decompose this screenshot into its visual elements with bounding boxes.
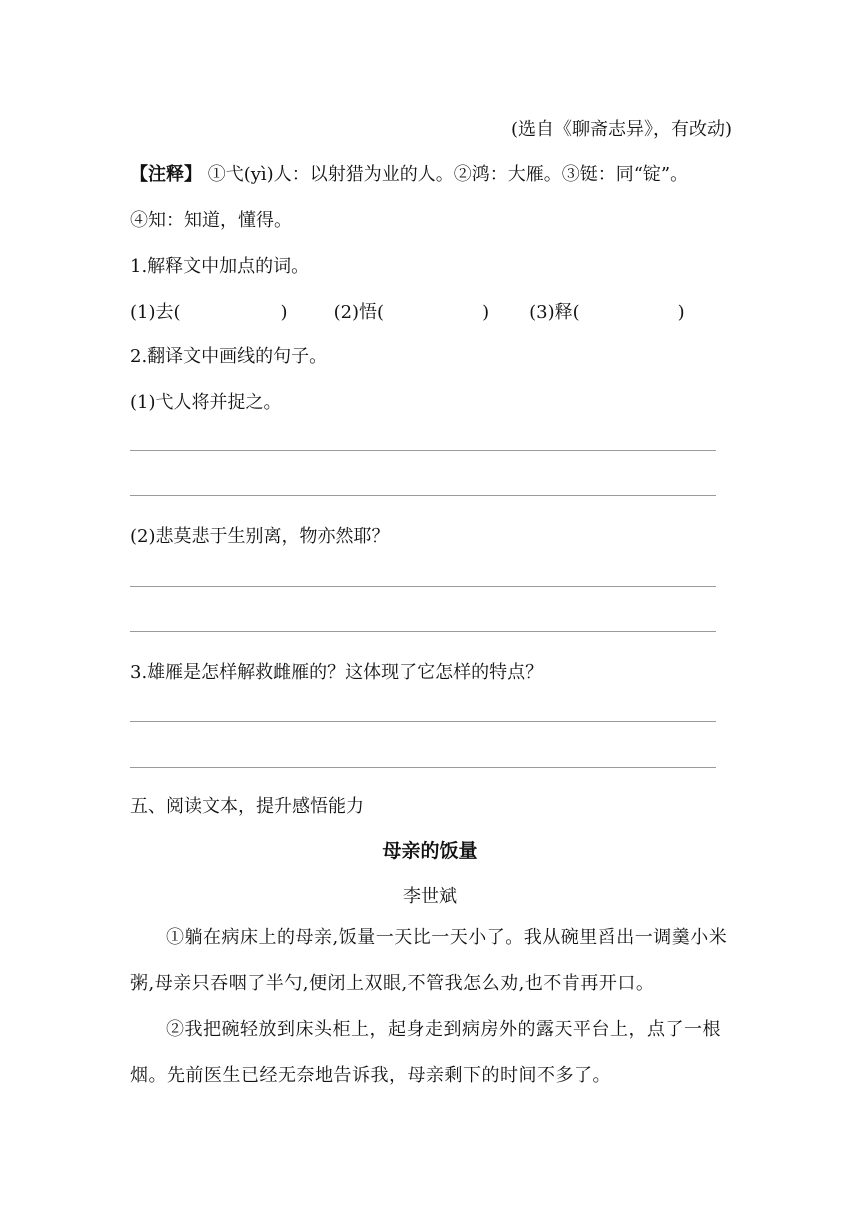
notes-text-1: ①弋(yì)人：以射猎为业的人。②鸿：大雁。③铤：同“锭”。 bbox=[207, 164, 689, 185]
notes-line-1 bbox=[130, 160, 688, 186]
section-heading: 五、阅读文本，提升感悟能力 bbox=[130, 796, 364, 817]
article-paragraph-2: ②我把碗轻放到床头柜上，起身走到病房外的露天平台上，点了一根烟。先前医生已经无奈地告诉我，母亲剩下的时间不多了。 bbox=[130, 1019, 721, 1086]
item-2-close: ) bbox=[482, 302, 490, 323]
item-2-open: (2)悟( bbox=[333, 302, 385, 323]
answer-line bbox=[130, 495, 716, 496]
answer-line bbox=[130, 450, 716, 451]
answer-line bbox=[130, 631, 716, 632]
item-1-open: (1)去( bbox=[130, 302, 181, 323]
item-3-open: (3)释( bbox=[529, 302, 580, 323]
article-title: 母亲的饭量 bbox=[382, 840, 478, 862]
question-2-title: 2.翻译文中画线的句子。 bbox=[130, 346, 328, 367]
question-1-title: 1.解释文中加点的词。 bbox=[130, 256, 310, 277]
notes-label: 【注释】 bbox=[130, 164, 202, 185]
source-citation: (选自《聊斋志异》，有改动) bbox=[510, 119, 732, 140]
answer-line bbox=[130, 767, 716, 768]
item-3-close: ) bbox=[677, 302, 685, 323]
article-paragraph-1: ①躺在病床上的母亲,饭量一天比一天小了。我从碗里舀出一调羹小米粥,母亲只吞咽了半勺,便闭上双眼,不管我怎么劝,也不肯再开口。 bbox=[130, 927, 728, 994]
question-3-title: 3.雄雁是怎样解救雌雁的？这体现了它怎样的特点？ bbox=[130, 662, 544, 683]
question-2-sub-2: (2)悲莫悲于生别离，物亦然耶？ bbox=[130, 526, 390, 547]
notes-line-2: ④知：知道，懂得。 bbox=[130, 210, 292, 231]
answer-line bbox=[130, 721, 716, 722]
item-1-close: ) bbox=[280, 302, 288, 323]
answer-line bbox=[130, 586, 716, 587]
question-1-items bbox=[130, 298, 685, 324]
article-author: 李世斌 bbox=[403, 886, 457, 907]
question-2-sub-1: (1)弋人将并捉之。 bbox=[130, 392, 282, 413]
